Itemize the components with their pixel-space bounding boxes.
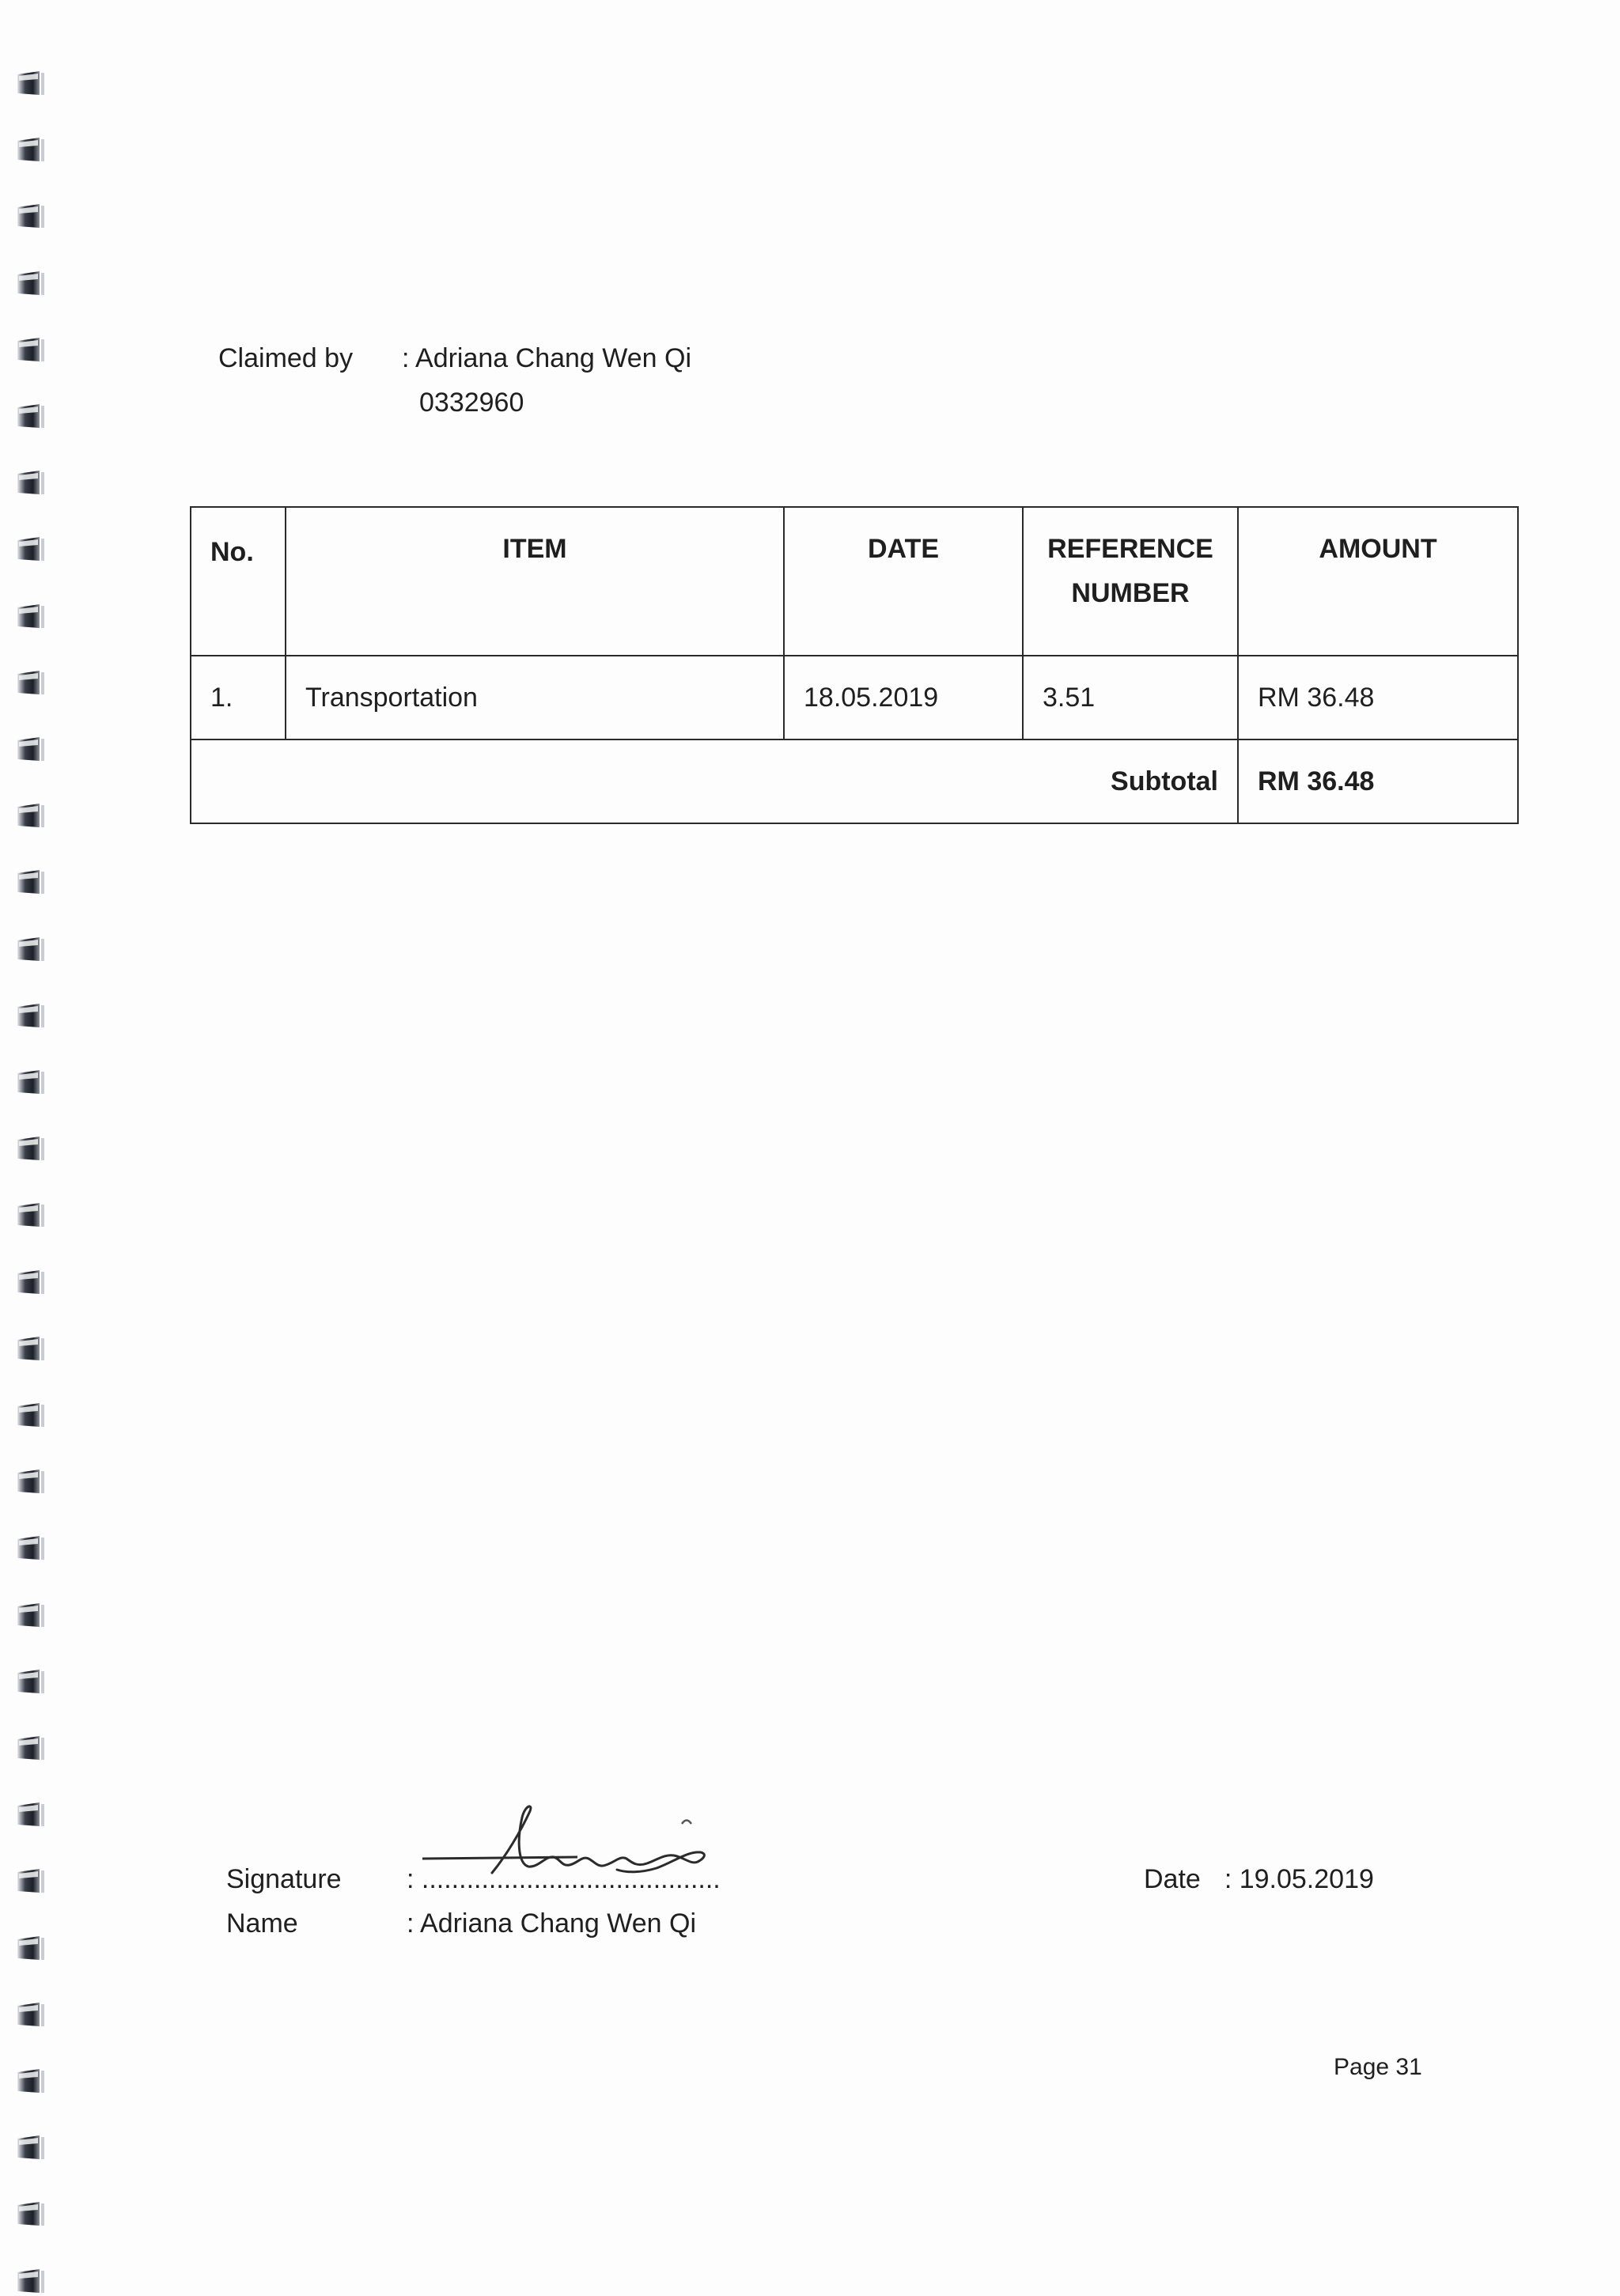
claimed-by-label: Claimed by: [218, 343, 354, 373]
date-label: Date: [1144, 1864, 1201, 1894]
table-row: [191, 656, 1518, 739]
header-reference-number: REFERENCE NUMBER: [1023, 507, 1238, 656]
binding-ring: [16, 1269, 47, 1297]
binding-ring: [16, 1401, 47, 1430]
binding-ring: [16, 1069, 47, 1097]
binding-ring: [16, 2200, 47, 2229]
table-header-row: [191, 507, 1518, 656]
subtotal-row: [191, 739, 1518, 823]
binding-ring: [16, 736, 47, 764]
signature-label: Signature: [226, 1864, 342, 1894]
binding-ring: [16, 1668, 47, 1696]
header-no: No.: [191, 507, 286, 656]
name-value: : Adriana Chang Wen Qi: [407, 1908, 697, 1939]
binding-ring: [16, 936, 47, 964]
binding-ring: [16, 1534, 47, 1563]
binding-ring: [16, 403, 47, 431]
binding-ring: [16, 136, 47, 165]
cell-date: 18.05.2019: [784, 656, 1023, 739]
page-number: Page 31: [1334, 2054, 1422, 2080]
cell-reference: 3.51: [1023, 656, 1238, 739]
claimant-name: : Adriana Chang Wen Qi: [402, 343, 692, 373]
date-value: : 19.05.2019: [1224, 1864, 1374, 1894]
binding-ring: [16, 1801, 47, 1829]
binding-ring: [16, 868, 47, 897]
binding-ring: [16, 1335, 47, 1364]
binding-ring: [16, 2134, 47, 2162]
binding-ring: [16, 202, 47, 231]
header-date: DATE: [784, 507, 1023, 656]
binding-ring: [16, 1135, 47, 1163]
binding-ring: [16, 603, 47, 631]
claim-table: [190, 506, 1519, 824]
binding-ring: [16, 802, 47, 830]
binding-ring: [16, 2268, 47, 2296]
binding-ring: [16, 2001, 47, 2029]
name-label: Name: [226, 1908, 298, 1939]
subtotal-label: Subtotal: [191, 739, 1238, 823]
subtotal-value: RM 36.48: [1238, 739, 1518, 823]
binding-ring: [16, 535, 47, 564]
binding-ring: [16, 2067, 47, 2096]
binding-ring: [16, 1468, 47, 1496]
binding-ring: [16, 669, 47, 698]
cell-amount: RM 36.48: [1238, 656, 1518, 739]
binding-ring: [16, 70, 47, 98]
binding-ring: [16, 1602, 47, 1630]
signature-line: : ........................................: [407, 1864, 721, 1894]
header-item: ITEM: [286, 507, 784, 656]
cell-item: Transportation: [286, 656, 784, 739]
binding-ring: [16, 1867, 47, 1896]
binding-ring: [16, 1201, 47, 1230]
claimant-id: 0332960: [419, 388, 524, 418]
binding-ring: [16, 1935, 47, 1963]
binding-ring: [16, 270, 47, 298]
signing-date: [1144, 1857, 1374, 1901]
binding-ring: [16, 1002, 47, 1031]
header-amount: AMOUNT: [1238, 507, 1518, 656]
binding-ring: [16, 336, 47, 365]
cell-no: 1.: [191, 656, 286, 739]
binding-ring: [16, 1734, 47, 1763]
binding-ring: [16, 469, 47, 497]
spiral-binding: [16, 0, 51, 2291]
